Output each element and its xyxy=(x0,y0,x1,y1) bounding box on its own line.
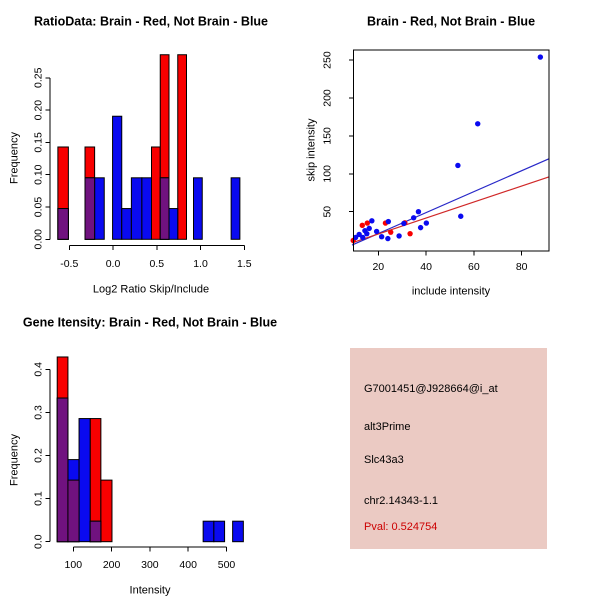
chromosome-text: chr2.14343-1.1 xyxy=(364,495,438,507)
y-axis-label: skip intensity xyxy=(305,118,318,182)
fit-line-not-brain-fit xyxy=(352,159,549,245)
x-tick-label: 60 xyxy=(468,261,480,273)
scatter-point-blue xyxy=(418,225,423,230)
y-tick-label: 0.2 xyxy=(32,448,45,463)
scatter-point-blue xyxy=(386,219,391,224)
x-axis-label: Log2 Ratio Skip/Include xyxy=(92,283,210,296)
gene-symbol-text: Slc43a3 xyxy=(364,454,404,466)
x-tick-label: 1.0 xyxy=(193,258,208,270)
y-tick-label: 0.0 xyxy=(32,534,45,550)
y-tick-label: 0.3 xyxy=(32,405,45,420)
y-tick-label: 0.05 xyxy=(32,196,45,218)
scatter-point-blue xyxy=(374,229,379,234)
scatter-point-blue xyxy=(458,214,463,219)
y-tick-label: 0.1 xyxy=(32,491,45,506)
ratio-histogram-panel xyxy=(0,0,300,300)
scatter-point-red xyxy=(388,229,393,234)
y-tick-label: 0.15 xyxy=(32,132,45,153)
histogram-bar-blue xyxy=(95,178,105,239)
x-tick-label: 200 xyxy=(102,559,121,571)
x-tick-label: 300 xyxy=(141,559,159,571)
scatter-point-blue xyxy=(416,209,421,214)
histogram-bar-blue xyxy=(142,178,152,239)
histogram-bar-blue xyxy=(214,521,225,542)
x-tick-label: 0.0 xyxy=(105,258,121,270)
y-tick-label: 0.10 xyxy=(32,164,45,185)
chart-title: RatioData: Brain - Red, Not Brain - Blue xyxy=(33,14,269,29)
histogram-bar-overlap xyxy=(57,398,68,542)
y-tick-label: 0.4 xyxy=(32,361,45,377)
histogram-bar-red xyxy=(101,480,112,542)
intensity-scatter-panel xyxy=(300,0,600,300)
y-axis-label: Frequency xyxy=(8,132,21,184)
y-tick-label: 50 xyxy=(321,205,334,218)
x-tick-label: 100 xyxy=(64,559,83,571)
splice-type-text: alt3Prime xyxy=(364,421,411,433)
info-panel xyxy=(350,348,547,549)
histogram-bar-blue xyxy=(131,178,142,239)
chart-title: Gene Itensity: Brain - Red, Not Brain - Blue xyxy=(22,315,278,330)
x-axis-label: Intensity xyxy=(129,584,171,597)
y-tick-label: 0.25 xyxy=(32,67,45,89)
scatter-point-blue xyxy=(369,218,374,223)
histogram-bar-blue xyxy=(233,521,244,542)
x-tick-label: 400 xyxy=(179,559,197,571)
gene-intensity-histogram-panel xyxy=(0,300,300,600)
histogram-bar-blue xyxy=(113,116,122,239)
chart-title: Brain - Red, Not Brain - Blue xyxy=(366,14,536,29)
histogram-bar-overlap xyxy=(90,521,101,542)
y-tick-label: 0.00 xyxy=(32,229,45,250)
histogram-bar-blue xyxy=(194,178,203,239)
scatter-point-blue xyxy=(475,121,480,126)
histogram-bar-overlap xyxy=(160,178,169,239)
y-tick-label: 150 xyxy=(321,127,334,145)
fit-line-brain-fit xyxy=(352,177,549,243)
histogram-bar-overlap xyxy=(68,480,79,542)
scatter-point-blue xyxy=(367,226,372,231)
y-tick-label: 200 xyxy=(321,89,334,107)
histogram-bar-red xyxy=(178,55,187,240)
plot-box xyxy=(353,50,549,251)
histogram-bar-blue xyxy=(169,209,178,240)
scatter-point-blue xyxy=(396,233,401,238)
y-tick-label: 100 xyxy=(321,165,334,183)
x-tick-label: 80 xyxy=(515,261,528,273)
scatter-point-blue xyxy=(455,163,460,168)
histogram-bar-red xyxy=(152,147,161,239)
histogram-bar-blue xyxy=(79,419,90,542)
scatter-point-blue xyxy=(411,215,416,220)
scatter-point-blue xyxy=(364,231,369,236)
histogram-bar-blue xyxy=(203,521,214,542)
histogram-bar-overlap xyxy=(85,178,95,239)
probeset-id-text: G7001451@J928664@i_at xyxy=(364,383,498,395)
scatter-point-blue xyxy=(379,234,384,239)
histogram-bar-blue xyxy=(231,178,240,239)
scatter-point-blue xyxy=(385,236,390,241)
x-tick-label: 20 xyxy=(372,261,385,273)
y-tick-label: 0.20 xyxy=(32,99,45,121)
histogram-bar-blue xyxy=(122,209,132,240)
x-tick-label: 1.5 xyxy=(236,258,252,270)
pval-text: Pval: 0.524754 xyxy=(364,521,438,533)
scatter-point-blue xyxy=(401,221,406,226)
scatter-point-red xyxy=(407,231,412,236)
x-tick-label: 500 xyxy=(217,559,236,571)
y-axis-label: Frequency xyxy=(8,434,21,486)
y-tick-label: 250 xyxy=(321,51,334,69)
scatter-point-blue xyxy=(424,220,429,225)
histogram-bar-overlap xyxy=(58,209,69,240)
x-tick-label: 40 xyxy=(420,261,432,273)
x-tick-label: 0.5 xyxy=(149,258,165,270)
scatter-point-red xyxy=(360,223,365,228)
scatter-point-blue xyxy=(360,235,365,240)
x-tick-label: -0.5 xyxy=(60,258,79,270)
x-axis-label: include intensity xyxy=(411,285,491,298)
scatter-point-blue xyxy=(538,54,543,59)
